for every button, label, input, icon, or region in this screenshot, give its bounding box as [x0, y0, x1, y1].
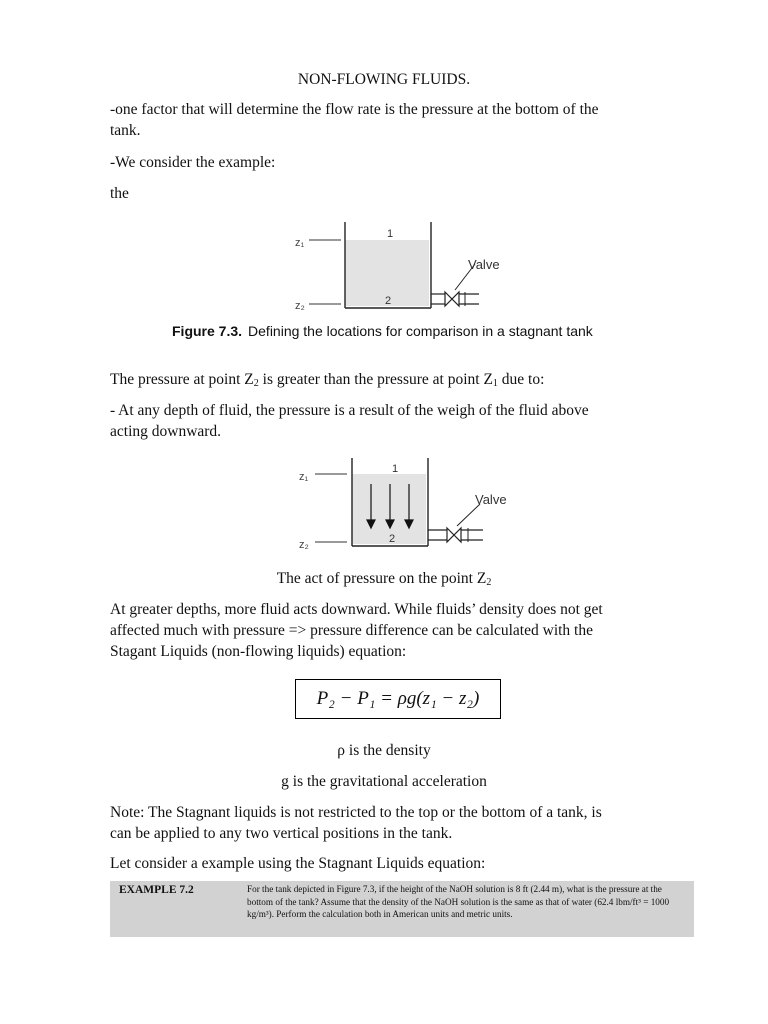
figure-1-caption-label: Figure 7.3. — [172, 323, 243, 339]
depth-paragraph-line-2: affected much with pressure => pressure difference can be calculated with the — [110, 622, 593, 639]
point-2-label: 2 — [385, 295, 392, 307]
depth-line-2: acting downward. — [110, 423, 222, 440]
figure-1-caption-text: Defining the locations for comparison in a stagnant tank — [248, 323, 593, 339]
page-title: NON-FLOWING FLUIDS. — [297, 71, 471, 88]
depth-paragraph-line-1: At greater depths, more fluid acts downward. While fluids’ density does not get — [110, 601, 603, 618]
g-definition: g is the gravitational acceleration — [281, 773, 487, 790]
point-1-label: 1 — [387, 228, 394, 240]
z2-label: z₂ — [295, 300, 305, 312]
example-text: For the tank depicted in Figure 7.3, if the height of the NaOH solution is 8 ft (2.44 m), what is the pressure at the bottom of the tank? Assume that the density of the NaOH solution is the same as that of water (62.4 lbm/ft³ = 1000 kg/m³). Perform the calculation both in American units and metric units. — [247, 884, 670, 919]
valve-label: Valve — [475, 492, 507, 507]
depth-line-1: - At any depth of fluid, the pressure is a result of the weigh of the fluid above — [110, 402, 589, 419]
example-label: EXAMPLE 7.2 — [119, 884, 194, 896]
depth-paragraph-line-3: Stagant Liquids (non-flowing liquids) equation: — [110, 643, 407, 660]
intro-line-4: the — [110, 185, 129, 202]
z1-label: z₁ — [295, 237, 305, 249]
z2-label: z₂ — [299, 539, 309, 551]
note-line-1: Note: The Stagnant liquids is not restricted to the top or the bottom of a tank, is — [110, 804, 602, 821]
pressure-comparison-line: The pressure at point $Z_2$ is greater than the pressure at point $Z_1$ due to: — [110, 371, 545, 389]
figure-1-caption — [172, 323, 593, 339]
rho-definition: ρ is the density — [337, 742, 431, 759]
valve-icon — [447, 528, 461, 542]
point-2-label: 2 — [389, 533, 396, 545]
valve-label: Valve — [468, 257, 500, 272]
stagnant-liquids-equation: P₂ − P₁ = ρg(z₁ − z₂) — [295, 679, 501, 719]
intro-line-1: -one factor that will determine the flow rate is the pressure at the bottom of the — [110, 101, 599, 118]
intro-line-2: tank. — [110, 122, 141, 139]
z1-label: z₁ — [299, 471, 309, 483]
point-1-label: 1 — [392, 463, 399, 475]
intro-line-3: -We consider the example: — [110, 154, 276, 171]
tank-diagram-1 — [285, 222, 525, 317]
example-lead-in: Let consider a example using the Stagnant Liquids equation: — [110, 855, 486, 872]
valve-icon — [445, 292, 459, 306]
tank-diagram-2 — [285, 458, 525, 553]
example-box — [110, 881, 694, 937]
note-line-2: can be applied to any two vertical positions in the tank. — [110, 825, 453, 842]
figure-2-caption: The act of pressure on the point $Z_2$ — [276, 570, 492, 588]
